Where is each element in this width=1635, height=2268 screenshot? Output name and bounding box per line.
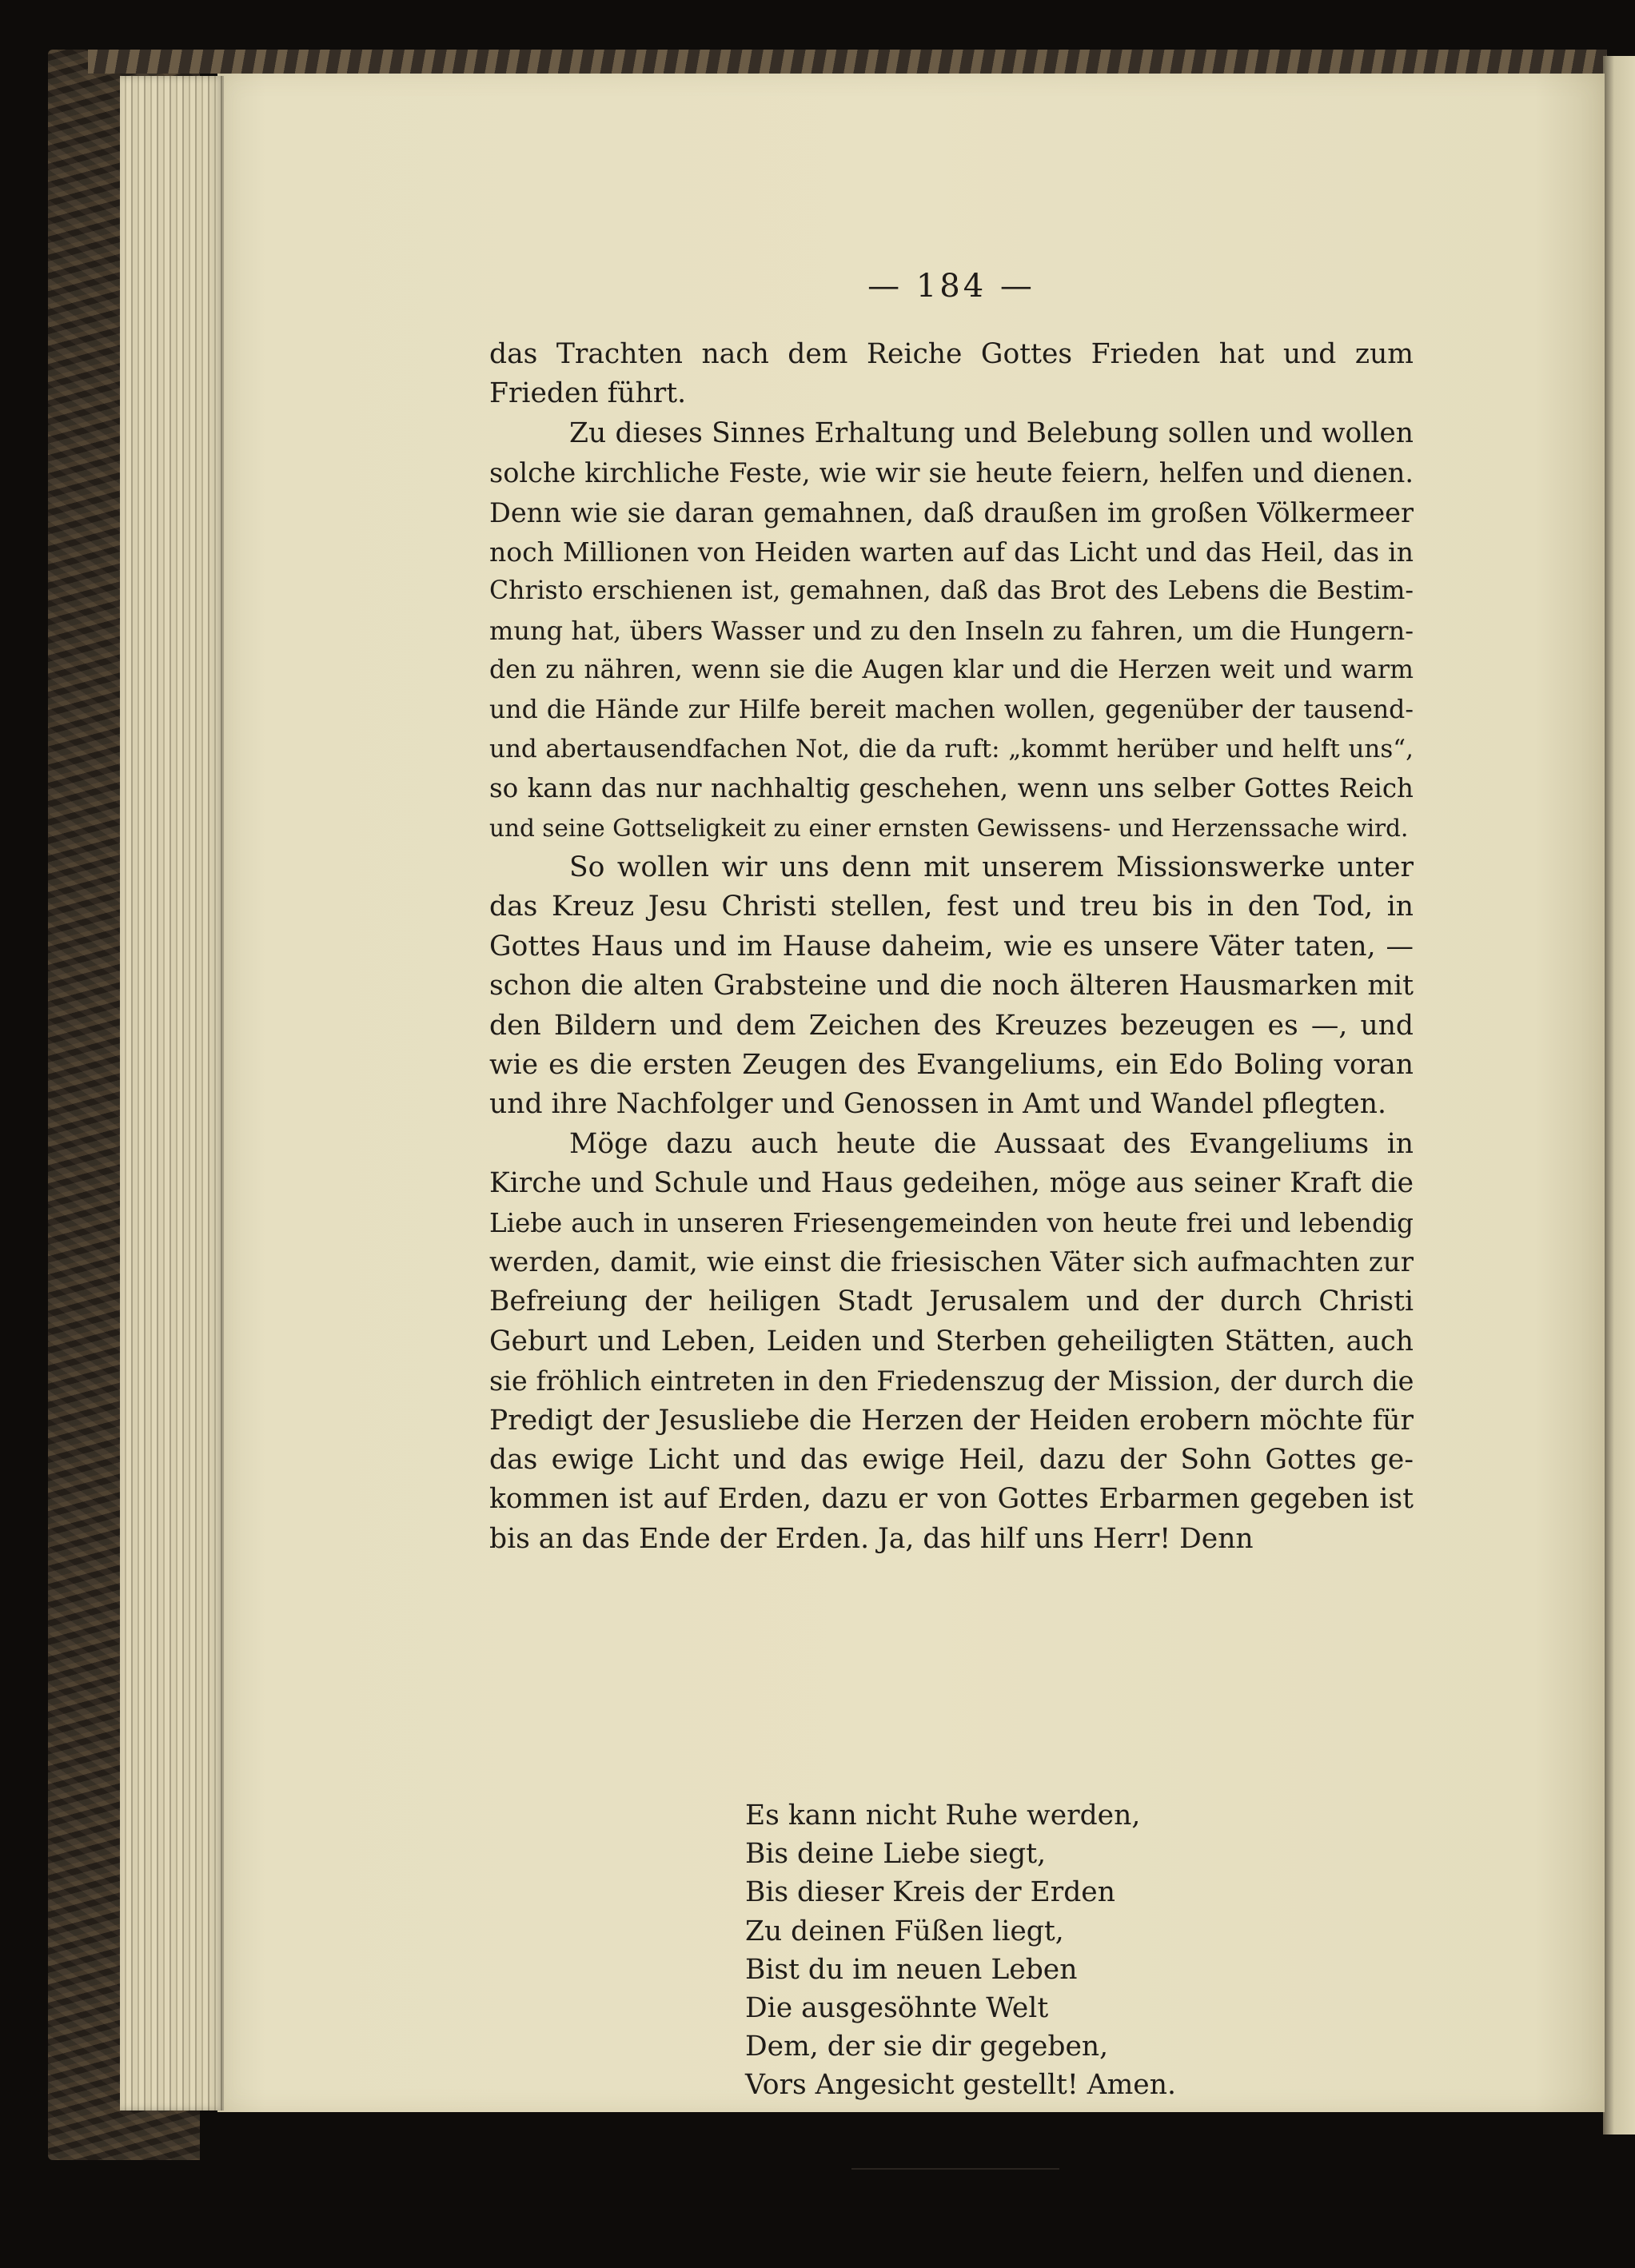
text-line: Kirche und Schule und Haus gedeihen, möge aus seiner Kraft die: [489, 1167, 1414, 1200]
text-line: noch Millionen von Heiden warten auf das Licht und das Heil, das in: [489, 536, 1414, 568]
text-line: sie fröhlich eintreten in den Friedenszug der Mission, der durch die: [489, 1365, 1414, 1397]
text-line: solche kirchliche Feste, wie wir sie heute feiern, helfen und dienen.: [489, 457, 1414, 489]
text-line: Predigt der Jesusliebe die Herzen der Heiden erobern möchte für: [489, 1404, 1414, 1437]
text-line: und ihre Nachfolger und Genossen in Amt und Wandel pflegten.: [489, 1088, 1386, 1121]
text-line: Liebe auch in unseren Friesengemeinden von heute frei und lebendig: [489, 1207, 1414, 1238]
text-line: und die Hände zur Hilfe bereit machen wollen, gegenüber der tausend-: [489, 695, 1414, 724]
text-line: bis an das Ende der Erden. Ja, das hilf uns Herr! Denn: [489, 1522, 1254, 1555]
text-line: mung hat, übers Wasser und zu den Inseln zu fahren, um die Hungern-: [489, 615, 1414, 646]
verse-line: Es kann nicht Ruhe werden,: [745, 1800, 1141, 1832]
verse-line: Dem, der sie dir gegeben,: [745, 2031, 1109, 2063]
verse-line: Vors Angesicht gestellt! Amen.: [745, 2069, 1176, 2102]
verse-line: Die ausgesöhnte Welt: [745, 1991, 1049, 2024]
closing-verse: [745, 1796, 1176, 2105]
text-line: Christo erschienen ist, gemahnen, daß das Brot des Lebens die Bestim-: [489, 576, 1414, 606]
text-line: das Kreuz Jesu Christi stellen, fest und treu bis in den Tod, in: [489, 891, 1414, 923]
page-edges: [120, 76, 224, 2111]
text-line: das ewige Licht und das ewige Heil, dazu der Sohn Gottes ge-: [489, 1443, 1414, 1476]
text-line: und abertausendfachen Not, die da ruft: „kommt herüber und helft uns“,: [489, 734, 1414, 763]
verse-line: Zu deinen Füßen liegt,: [745, 1915, 1064, 1947]
text-line: Frieden führt.: [489, 377, 687, 410]
text-line: Zu dieses Sinnes Erhaltung und Belebung sollen und wollen: [569, 417, 1414, 449]
text-line: und seine Gottseligkeit zu einer ernsten Gewissens- und Herzenssache wird.: [489, 814, 1409, 842]
text-line: Befreiung der heiligen Stadt Jerusalem und der durch Christi: [489, 1285, 1414, 1318]
text-line: Denn wie sie daran gemahnen, daß draußen im großen Völkermeer: [489, 496, 1414, 528]
text-line: So wollen wir uns denn mit unserem Missionswerke unter: [569, 851, 1414, 884]
body-text: [489, 335, 1414, 1559]
text-line: den zu nähren, wenn sie die Augen klar und die Herzen weit und warm: [489, 656, 1414, 685]
text-line: so kann das nur nachhaltig geschehen, wenn uns selber Gottes Reich: [489, 773, 1414, 804]
marbled-top-edge: [88, 50, 1607, 74]
page-number: — 184 —: [867, 268, 1035, 305]
verse-line: Bis dieser Kreis der Erden: [745, 1876, 1115, 1909]
text-line: kommen ist auf Erden, dazu er von Gottes Erbarmen gegeben ist: [489, 1483, 1414, 1516]
facing-page-edge: [1603, 56, 1635, 2134]
text-line: den Bildern und dem Zeichen des Kreuzes bezeugen es —, und: [489, 1009, 1414, 1042]
verse-line: Bist du im neuen Leben: [745, 1953, 1078, 1986]
text-line: werden, damit, wie einst die friesischen Väter sich aufmachten zur: [489, 1246, 1414, 1278]
text-line: Gottes Haus und im Hause daheim, wie es unsere Väter taten, —: [489, 930, 1414, 963]
verse-line: Bis deine Liebe siegt,: [745, 1838, 1047, 1871]
text-line: schon die alten Grabsteine und die noch älteren Hausmarken mit: [489, 970, 1414, 1002]
text-line: Geburt und Leben, Leiden und Sterben geheiligten Stätten, auch: [489, 1325, 1414, 1357]
closing-rule: [851, 2168, 1059, 2170]
text-line: das Trachten nach dem Reiche Gottes Frieden hat und zum: [489, 338, 1414, 370]
text-line: Möge dazu auch heute die Aussaat des Evangeliums in: [569, 1127, 1414, 1160]
text-line: wie es die ersten Zeugen des Evangeliums, ein Edo Boling voran: [489, 1049, 1414, 1082]
